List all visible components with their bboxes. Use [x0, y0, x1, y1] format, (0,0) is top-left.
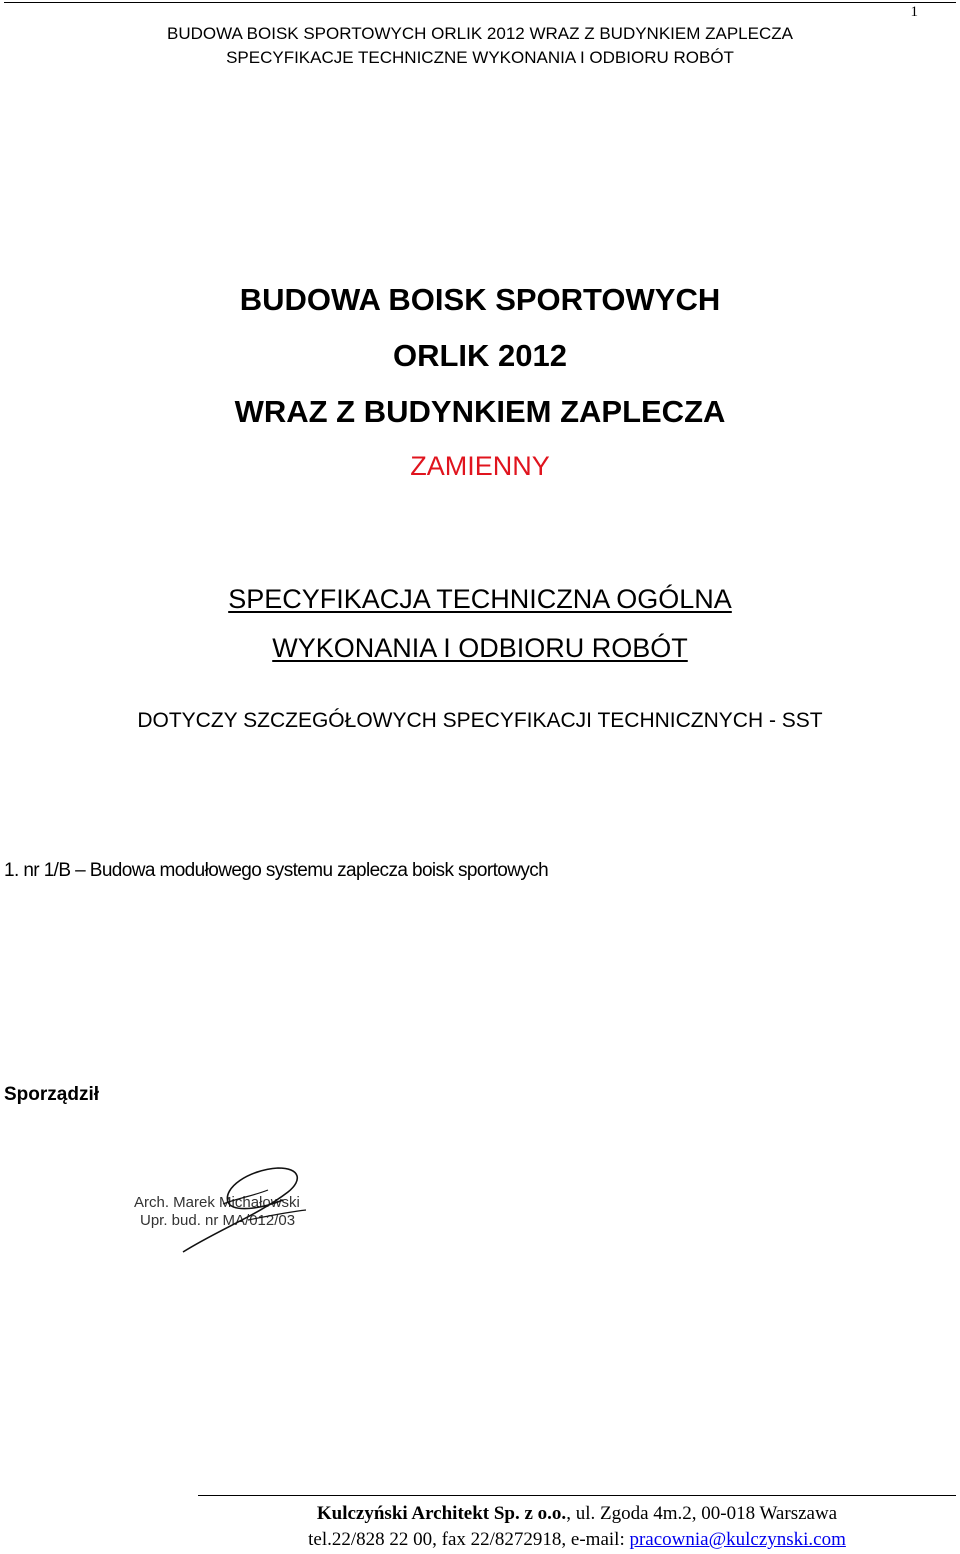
stamp-license: Upr. bud. nr MA/012/03 — [140, 1212, 296, 1229]
title-line-3: WRAZ Z BUDYNKIEM ZAPLECZA — [234, 394, 726, 429]
footer-rule — [198, 1495, 956, 1496]
status-label: ZAMIENNY — [410, 451, 550, 481]
footer-email-link[interactable]: pracownia@kulczynski.com — [629, 1529, 846, 1550]
spec-concerns: DOTYCZY SZCZEGÓŁOWYCH SPECYFIKACJI TECHNICZNYCH - SST — [137, 709, 823, 732]
header-rule — [4, 2, 956, 3]
spec-title-line-1: SPECYFIKACJA TECHNICZNA OGÓLNA — [228, 584, 732, 614]
page-number: 1 — [910, 4, 918, 20]
signature-stamp — [128, 1160, 328, 1255]
running-header-line1: BUDOWA BOISK SPORTOWYCH ORLIK 2012 WRAZ Z BUDYNKIEM ZAPLECZA — [167, 24, 793, 43]
title-line-1: BUDOWA BOISK SPORTOWYCH — [239, 282, 721, 317]
footer-line1 — [198, 1501, 956, 1527]
signature-icon — [128, 1160, 328, 1255]
title-line-2: ORLIK 2012 — [392, 338, 567, 373]
footer — [198, 1501, 956, 1553]
footer-contact: tel.22/828 22 00, fax 22/8272918, e-mail: — [308, 1529, 630, 1550]
list-item: 1. nr 1/B – Budowa modułowego systemu zaplecza boisk sportowych — [4, 860, 549, 881]
stamp-name: Arch. Marek Michałowski — [134, 1194, 300, 1211]
footer-company: Kulczyński Architekt Sp. z o.o. — [316, 1503, 567, 1524]
footer-line2 — [198, 1527, 956, 1553]
running-header — [0, 22, 960, 70]
running-header-line2: SPECYFIKACJE TECHNICZNE WYKONANIA I ODBIORU ROBÓT — [226, 48, 734, 67]
spec-title-line-2: WYKONANIA I ODBIORU ROBÓT — [272, 633, 688, 663]
prepared-by-label: Sporządził — [4, 1084, 100, 1105]
footer-address: , ul. Zgoda 4m.2, 00-018 Warszawa — [566, 1503, 838, 1524]
